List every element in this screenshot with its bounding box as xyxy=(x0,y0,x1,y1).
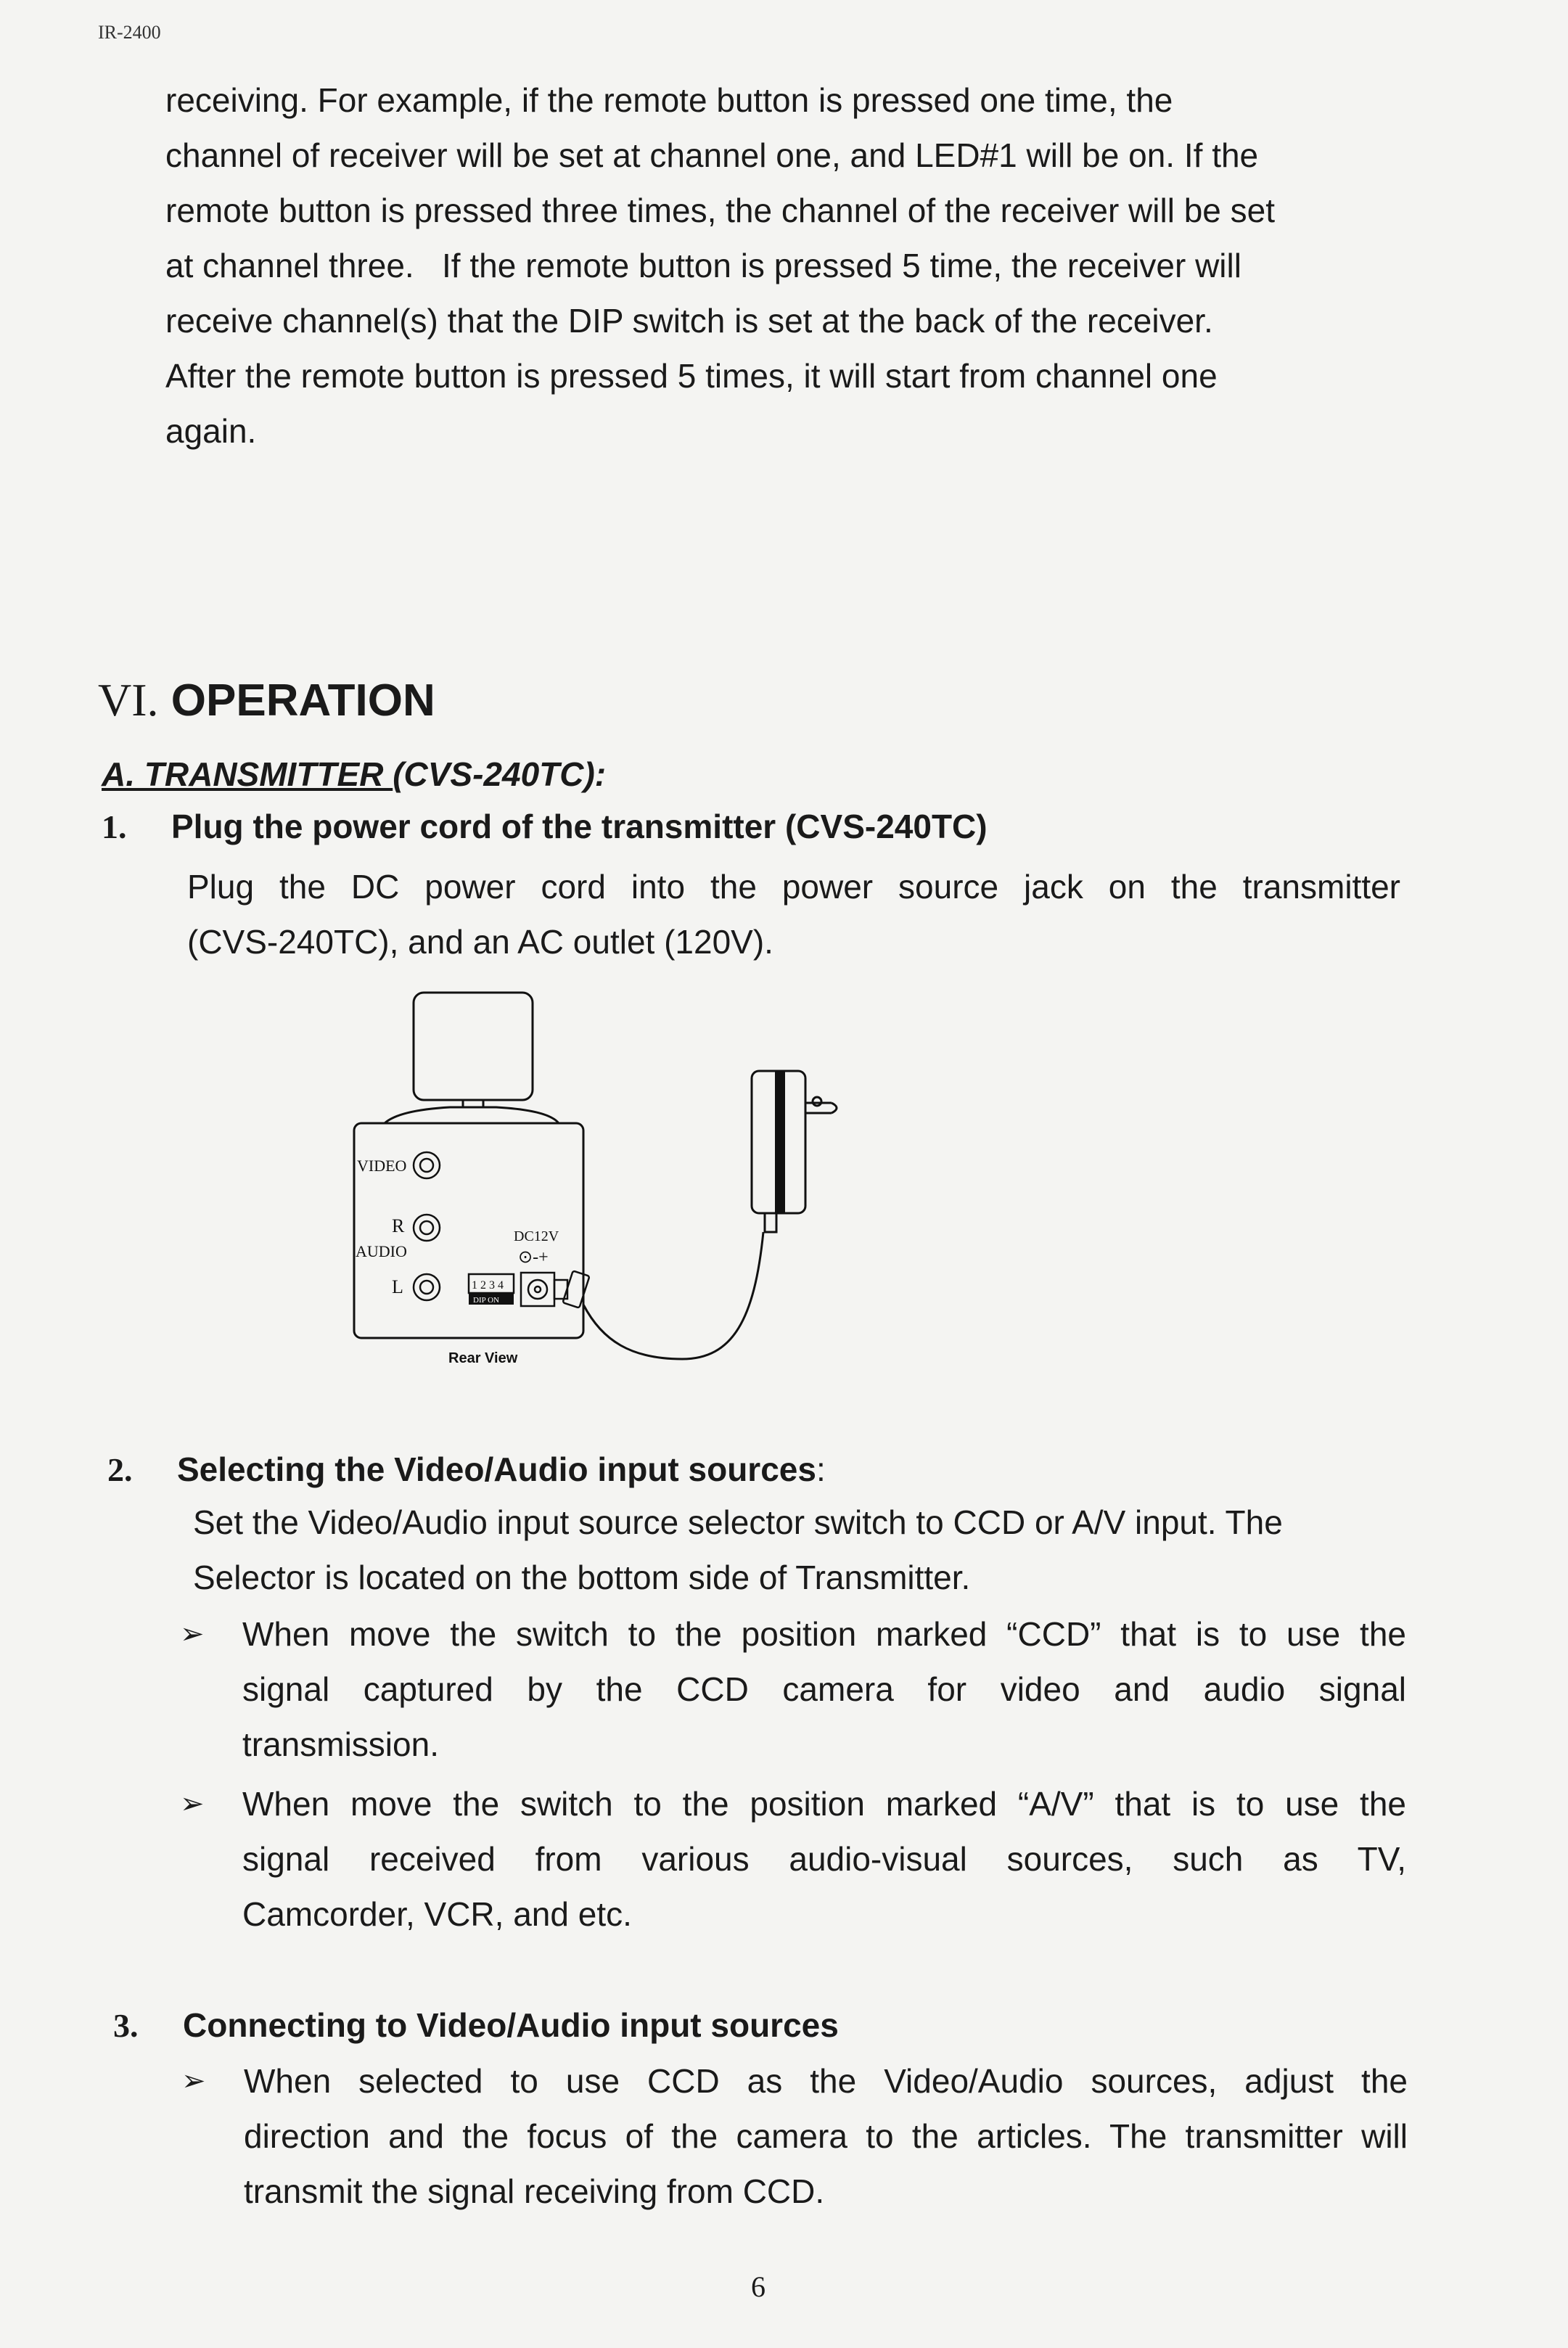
section-roman-numeral: VI. xyxy=(98,674,159,726)
step-2-bullet xyxy=(180,1606,1406,1772)
step-2-bullet xyxy=(180,1776,1406,1942)
rear-view-caption: Rear View xyxy=(448,1350,518,1366)
intro-line: again. xyxy=(165,412,257,450)
video-jack-icon xyxy=(414,1152,440,1178)
bullet-line: signal captured by the CCD camera for video and audio signal xyxy=(242,1670,1406,1708)
bullet-line: When move the switch to the position marked “CCD” that is to use the xyxy=(242,1615,1406,1653)
dc-voltage-label: DC12V xyxy=(514,1228,559,1244)
step-2-body-line: Selector is located on the bottom side of Transmitter. xyxy=(193,1559,971,1596)
intro-line: After the remote button is pressed 5 times, it will start from channel one xyxy=(165,357,1218,395)
audio-label: AUDIO xyxy=(356,1242,407,1260)
intro-line: receiving. For example, if the remote button is pressed one time, the xyxy=(165,81,1173,119)
step-1-heading xyxy=(102,807,988,846)
power-cable xyxy=(583,1232,763,1359)
dc-jack-icon xyxy=(521,1273,554,1306)
ac-adapter-stripe xyxy=(775,1071,785,1213)
step-1-body-line: Plug the DC power cord into the power source jack on the transmitter xyxy=(187,868,1400,906)
dip-switch-sublabel: DIP ON xyxy=(473,1296,499,1305)
ac-adapter-icon xyxy=(752,1071,837,1232)
arrow-bullet-icon: ➢ xyxy=(181,2065,206,2097)
step-2-heading-text: Selecting the Video/Audio input sources xyxy=(177,1450,816,1488)
page-number: 6 xyxy=(751,2270,765,2303)
subsection-underlined: A. TRANSMITTER xyxy=(102,755,393,793)
dip-switch-digits: 1 2 3 4 xyxy=(472,1279,504,1292)
step-3-heading xyxy=(113,2006,839,2045)
dc-polarity-label: ⊙-+ xyxy=(518,1248,549,1267)
audio-r-jack-icon xyxy=(414,1215,440,1241)
step-2-body xyxy=(193,1495,1405,1605)
step-2-number: 2. xyxy=(107,1451,133,1488)
bullet-line: When selected to use CCD as the Video/Audio sources, adjust the xyxy=(244,2062,1408,2100)
video-label: VIDEO xyxy=(357,1157,407,1175)
dip-switch-icon xyxy=(469,1274,514,1305)
bullet-line: direction and the focus of the camera to the articles. The transmitter will xyxy=(244,2117,1408,2155)
subsection-model: (CVS-240TC): xyxy=(393,755,607,793)
section-title xyxy=(98,673,435,727)
arrow-bullet-icon: ➢ xyxy=(180,1618,205,1650)
step-1-body xyxy=(187,859,1400,969)
document-id: IR-2400 xyxy=(98,22,161,43)
audio-l-label: L xyxy=(392,1276,403,1297)
transmitter-rear-view-diagram xyxy=(341,985,892,1377)
step-2-body-line: Set the Video/Audio input source selector switch to CCD or A/V input. The xyxy=(193,1503,1283,1541)
step-3-number: 3. xyxy=(113,2007,139,2044)
intro-paragraph xyxy=(165,73,1428,459)
step-1-body-line: (CVS-240TC), and an AC outlet (120V). xyxy=(187,923,773,961)
bullet-line: transmission. xyxy=(242,1725,439,1763)
arrow-bullet-icon: ➢ xyxy=(180,1788,205,1820)
intro-line: remote button is pressed three times, the channel of the receiver will be set xyxy=(165,192,1276,229)
camera-head xyxy=(385,993,559,1123)
intro-line: channel of receiver will be set at channel one, and LED#1 will be on. If the xyxy=(165,136,1259,174)
step-3-bullet xyxy=(181,2053,1408,2219)
bullet-line: Camcorder, VCR, and etc. xyxy=(242,1895,632,1933)
subsection-heading xyxy=(102,755,606,794)
bullet-line: When move the switch to the position marked “A/V” that is to use the xyxy=(242,1785,1406,1823)
bullet-line: signal received from various audio-visual sources, such as TV, xyxy=(242,1840,1406,1878)
step-2-heading-colon: : xyxy=(816,1450,826,1488)
step-1-heading-text: Plug the power cord of the transmitter (CVS-240TC) xyxy=(171,808,988,845)
audio-l-jack-icon xyxy=(414,1274,440,1300)
section-title-text: OPERATION xyxy=(171,676,435,726)
intro-line: at channel three. If the remote button is pressed 5 time, the receiver will xyxy=(165,247,1241,284)
step-1-number: 1. xyxy=(102,808,127,845)
audio-r-label: R xyxy=(392,1215,405,1236)
intro-line: receive channel(s) that the DIP switch is set at the back of the receiver. xyxy=(165,302,1213,340)
step-3-heading-text: Connecting to Video/Audio input sources xyxy=(183,2006,839,2044)
bullet-line: transmit the signal receiving from CCD. xyxy=(244,2172,825,2210)
step-2-heading xyxy=(107,1450,826,1489)
